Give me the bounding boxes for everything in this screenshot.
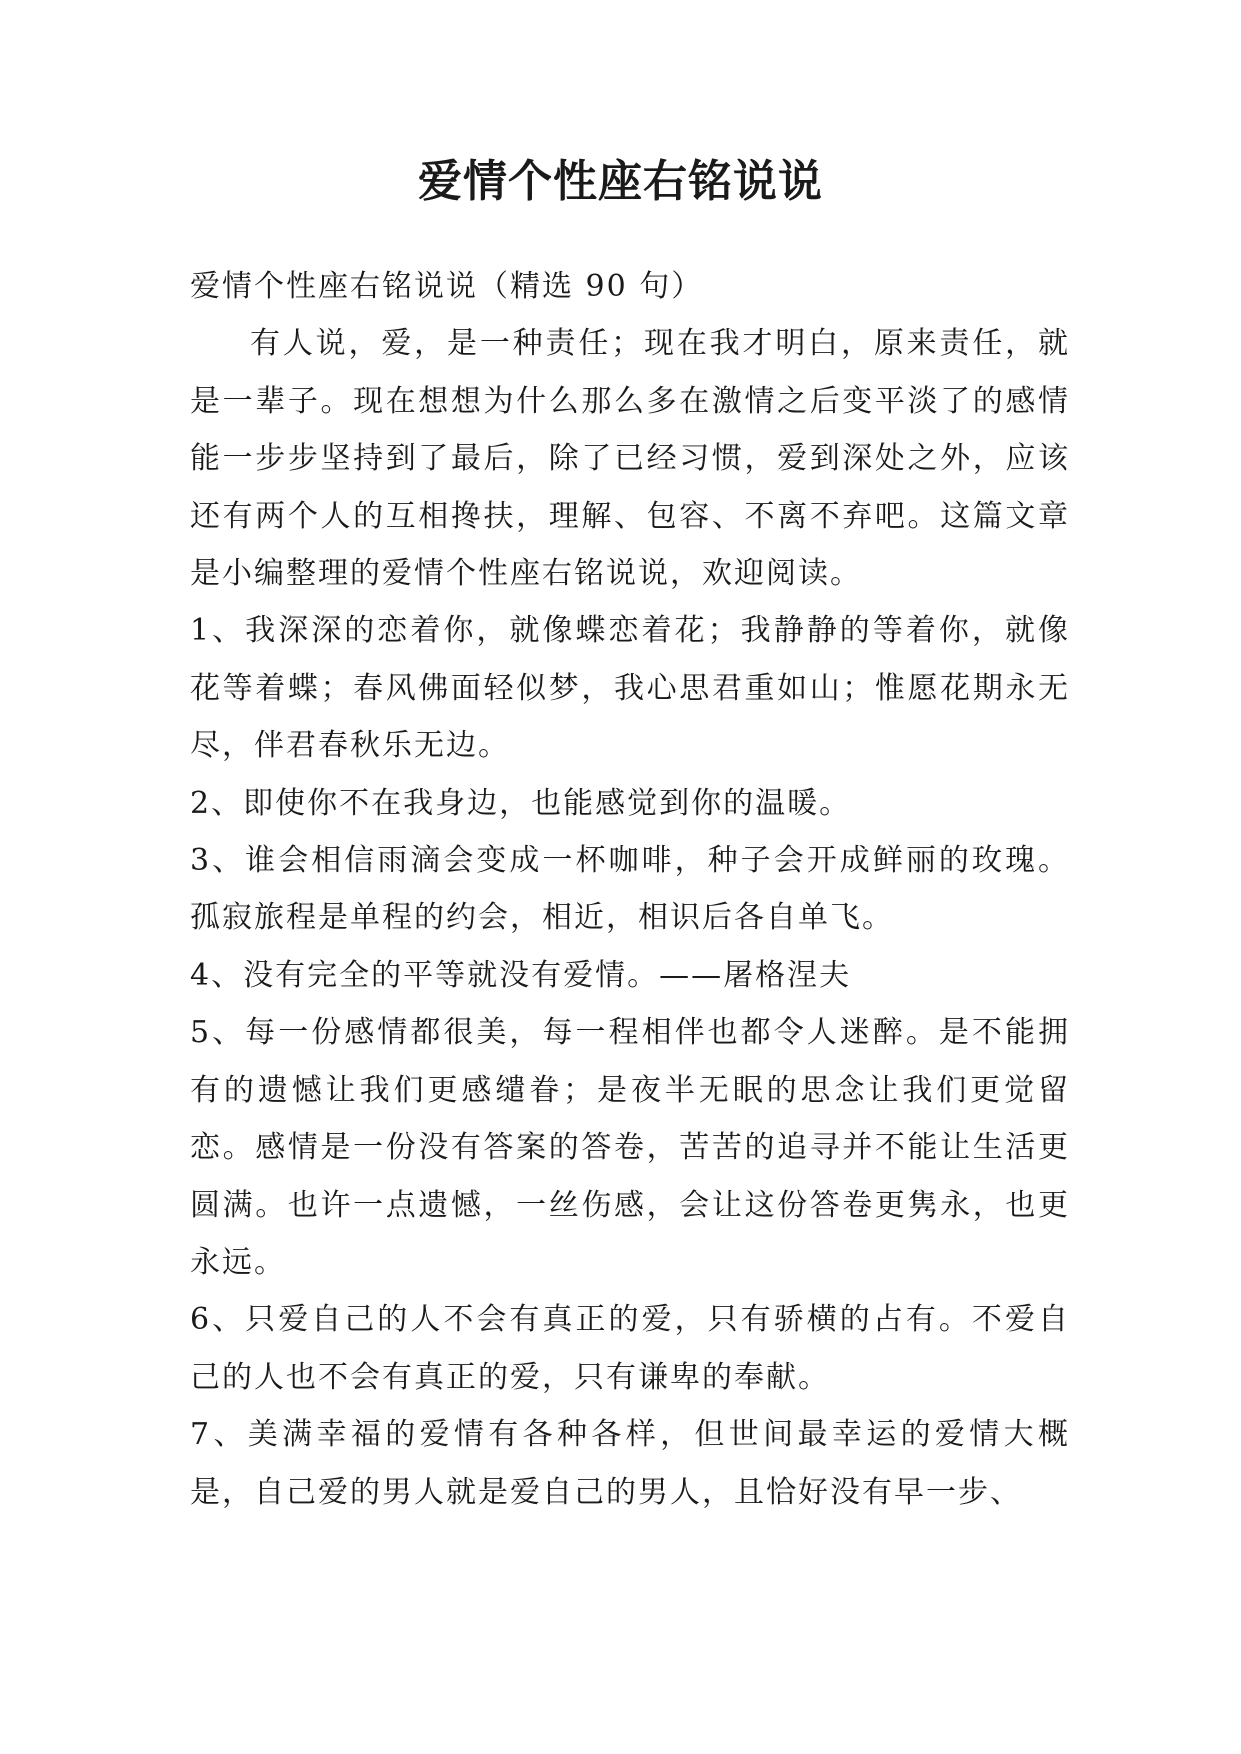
list-item: 1、我深深的恋着你，就像蝶恋着花；我静静的等着你，就像花等着蝶；春风佛面轻似梦，我心思君重如山；惟愿花期永无尽，伴君春秋乐无边。 (190, 613, 1070, 764)
list-item: 7、美满幸福的爱情有各种各样，但世间最幸运的爱情大概是，自己爱的男人就是爱自己的男人，且恰好没有早一步、 (190, 1417, 1070, 1510)
page-title: 爱情个性座右铭说说 (418, 156, 823, 207)
list-item: 5、每一份感情都很美，每一程相伴也都令人迷醉。是不能拥有的遗憾让我们更感缱眷；是夜半无眠的思念让我们更觉留恋。感情是一份没有答案的答卷，苦苦的追寻并不能让生活更圆满。也许一点遗憾，一丝伤感，会让这份答卷更隽永，也更永远。 (190, 1015, 1070, 1280)
subtitle: 爱情个性座右铭说说（精选 90 句） (190, 269, 704, 304)
list-item: 3、谁会相信雨滴会变成一杯咖啡，种子会开成鲜丽的玫瑰。孤寂旅程是单程的约会，相近，相识后各自单飞。 (190, 843, 1070, 936)
list-item: 6、只爱自己的人不会有真正的爱，只有骄横的占有。不爱自己的人也不会有真正的爱，只有谦卑的奉献。 (190, 1302, 1070, 1395)
list-item: 2、即使你不在我身边，也能感觉到你的温暖。 (190, 785, 852, 821)
intro-paragraph: 有人说，爱，是一种责任；现在我才明白，原来责任，就是一辈子。现在想想为什么那么多在激情之后变平淡了的感情能一步步坚持到了最后，除了已经习惯，爱到深处之外，应该还有两个人的互相搀扶，理解、包容、不离不弃吧。这篇文章是小编整理的爱情个性座右铭说说，欢迎阅读。 (190, 326, 1070, 592)
list-item: 4、没有完全的平等就没有爱情。——屠格涅夫 (190, 957, 852, 993)
document-body (190, 258, 1070, 1521)
